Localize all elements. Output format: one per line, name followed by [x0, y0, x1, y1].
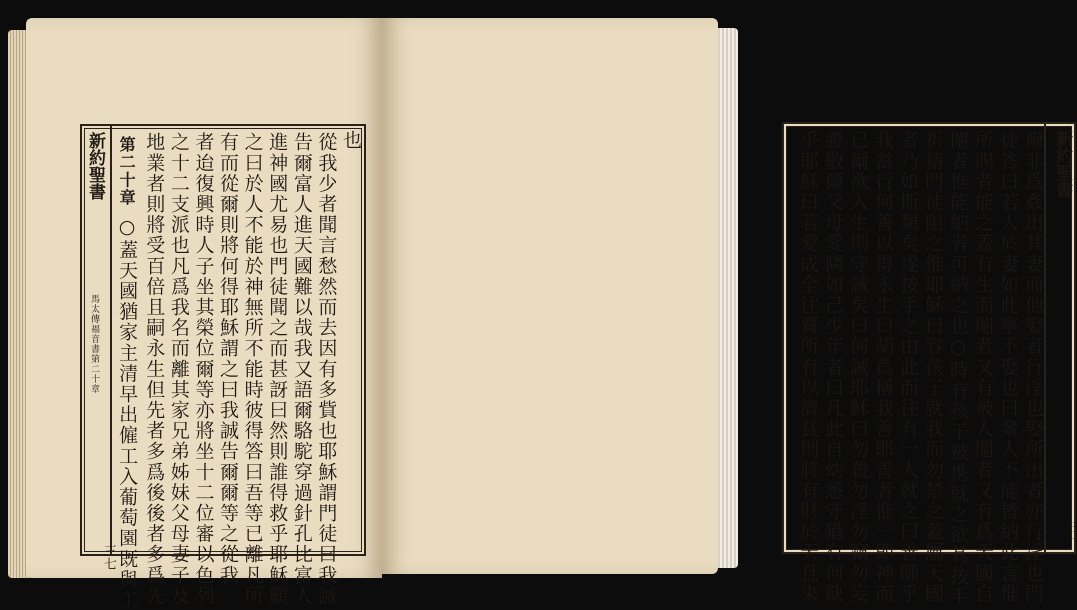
text-column: ○蓋天國猶家主清早出僱工入葡萄園既與工	[116, 216, 139, 610]
text-column: 之十二支派也凡爲我名而離其家兄弟姊妹父母妻子及	[167, 132, 190, 606]
left-subtitle: 馬太傳福音書第二十章	[89, 294, 99, 394]
text-column: 之曰於人不能於神無所不能時彼得答曰吾等已離凡所	[241, 132, 264, 606]
text-column: 爾非爲姦出其妻而他娶者行淫也娶所出者亦行淫也門	[1022, 130, 1044, 604]
text-column: 閹者惟能納者可納之也○時有孩子被携就之欲其按手	[947, 130, 969, 607]
right-book-title: 新約聖書	[1052, 130, 1072, 198]
text-column: 者乃如斯類矣遂按手之由此而往有一人就之曰善師乎	[897, 130, 919, 604]
left-book-title: 新約聖書	[85, 132, 105, 200]
left-page-number: 三七	[101, 544, 116, 570]
right-columns	[788, 128, 1044, 607]
text-column: 告爾富人進天國難以哉我又語爾駱駝穿過針孔比富人	[290, 132, 313, 606]
chapter-column	[114, 130, 139, 610]
text-column: 進神國尤易也門徒聞之而甚訝曰然則誰得救乎耶穌顧	[266, 132, 289, 606]
text-column: 證敬爾父母愛隣如己少年者曰凡此自幼悉守猶有何缺	[822, 130, 844, 604]
chapter-heading: 第二十章	[117, 136, 137, 207]
text-column: 地業者則將受百倍且嗣永生但先者多爲後後者多爲先	[143, 132, 166, 606]
left-page	[26, 18, 382, 610]
text-column: 所賜者能之蓋有生而閹者又有被人閹者又有爲天國自	[972, 130, 994, 604]
open-book	[8, 18, 1077, 610]
left-banner	[82, 126, 116, 570]
text-column: 有而從爾則將何得耶穌謂之曰我誠告爾爾等之從我	[217, 132, 240, 586]
right-page	[382, 18, 1077, 607]
right-banner	[1044, 124, 1077, 552]
text-column: 我當行何善以得永生曰胡爲稱我善耶善者惟一即神而	[872, 130, 894, 604]
right-text-frame	[782, 122, 1077, 607]
right-page-number: 三十	[1062, 520, 1077, 546]
text-column: 祈禱門徒阻之惟耶穌曰容孩子就我而勿禁之蓋屬天國	[922, 130, 944, 604]
text-column: 也	[340, 130, 362, 151]
text-column: 乎耶穌曰若愛成全往賣所有以濟貧則將有財於天且來	[797, 130, 819, 604]
text-column: 徒答曰若人於妻如此寧不娶也曰衆人不能皆納此言惟	[997, 130, 1019, 604]
text-column: 者迨復興時人子坐其榮位爾等亦將坐十二位審以色列	[192, 132, 215, 606]
text-column: 已爾欲入生則守誡矣曰何誡耶穌曰勿殺勿淫勿竊勿妄	[847, 130, 869, 604]
left-columns	[114, 130, 362, 610]
left-text-frame	[80, 124, 366, 610]
text-column: 從我少者聞言愁然而去因有多貲也耶穌謂門徒曰我誠	[315, 132, 338, 606]
